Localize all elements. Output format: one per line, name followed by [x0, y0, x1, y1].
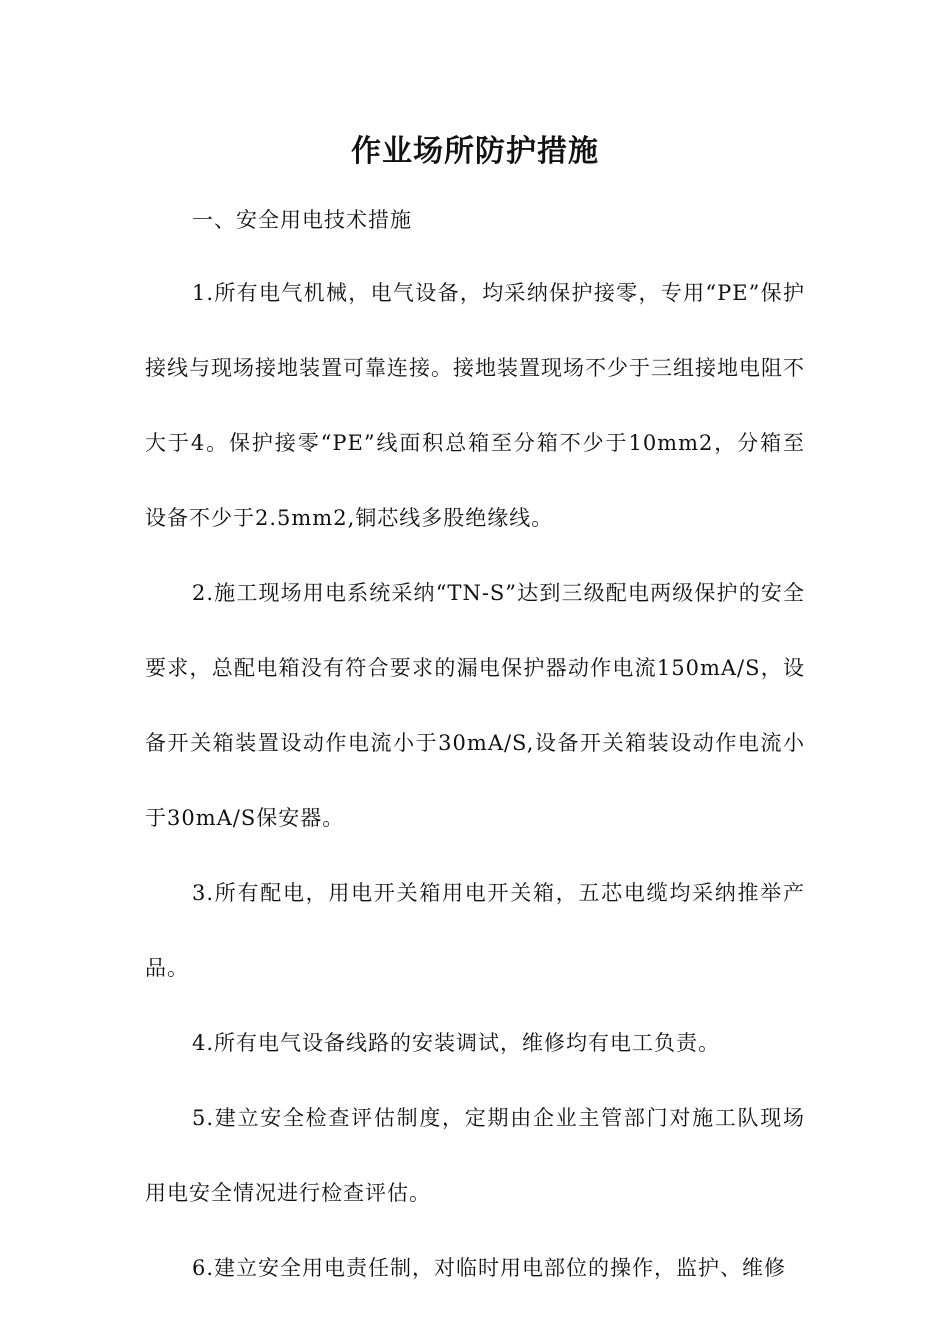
document-title: 作业场所防护措施 [351, 134, 599, 169]
paragraph-2: 2.施工现场用电系统采纳“TN-S”达到三级配电两级保护的安全要求，总配电箱没有符合要求的漏电保护器动作电流150mA/S，设备开关箱装置设动作电流小于30mA/S,设备开关箱装设动作电流小于30mA/S保安器。 [145, 581, 805, 830]
paragraph-5: 5.建立安全检查评估制度，定期由企业主管部门对施工队现场用电安全情况进行检查评估。 [145, 1106, 805, 1205]
paragraph-4: 4.所有电气设备线路的安装调试，维修均有电工负责。 [192, 1031, 721, 1055]
document-body [145, 256, 805, 1306]
section-heading: 一、安全用电技术措施 [192, 208, 412, 232]
paragraph-1: 1.所有电气机械，电气设备，均采纳保护接零，专用“PE”保护接线与现场接地装置可靠连接。接地装置现场不少于三组接地电阻不大于4。保护接零“PE”线面积总箱至分箱不少于10mm2，分箱至设备不少于2.5mm2,铜芯线多股绝缘线。 [145, 281, 805, 530]
paragraph-3: 3.所有配电，用电开关箱用电开关箱，五芯电缆均采纳推举产品。 [145, 881, 805, 980]
paragraph-6: 6.建立安全用电责任制，对临时用电部位的操作，监护、维修 [192, 1256, 787, 1280]
